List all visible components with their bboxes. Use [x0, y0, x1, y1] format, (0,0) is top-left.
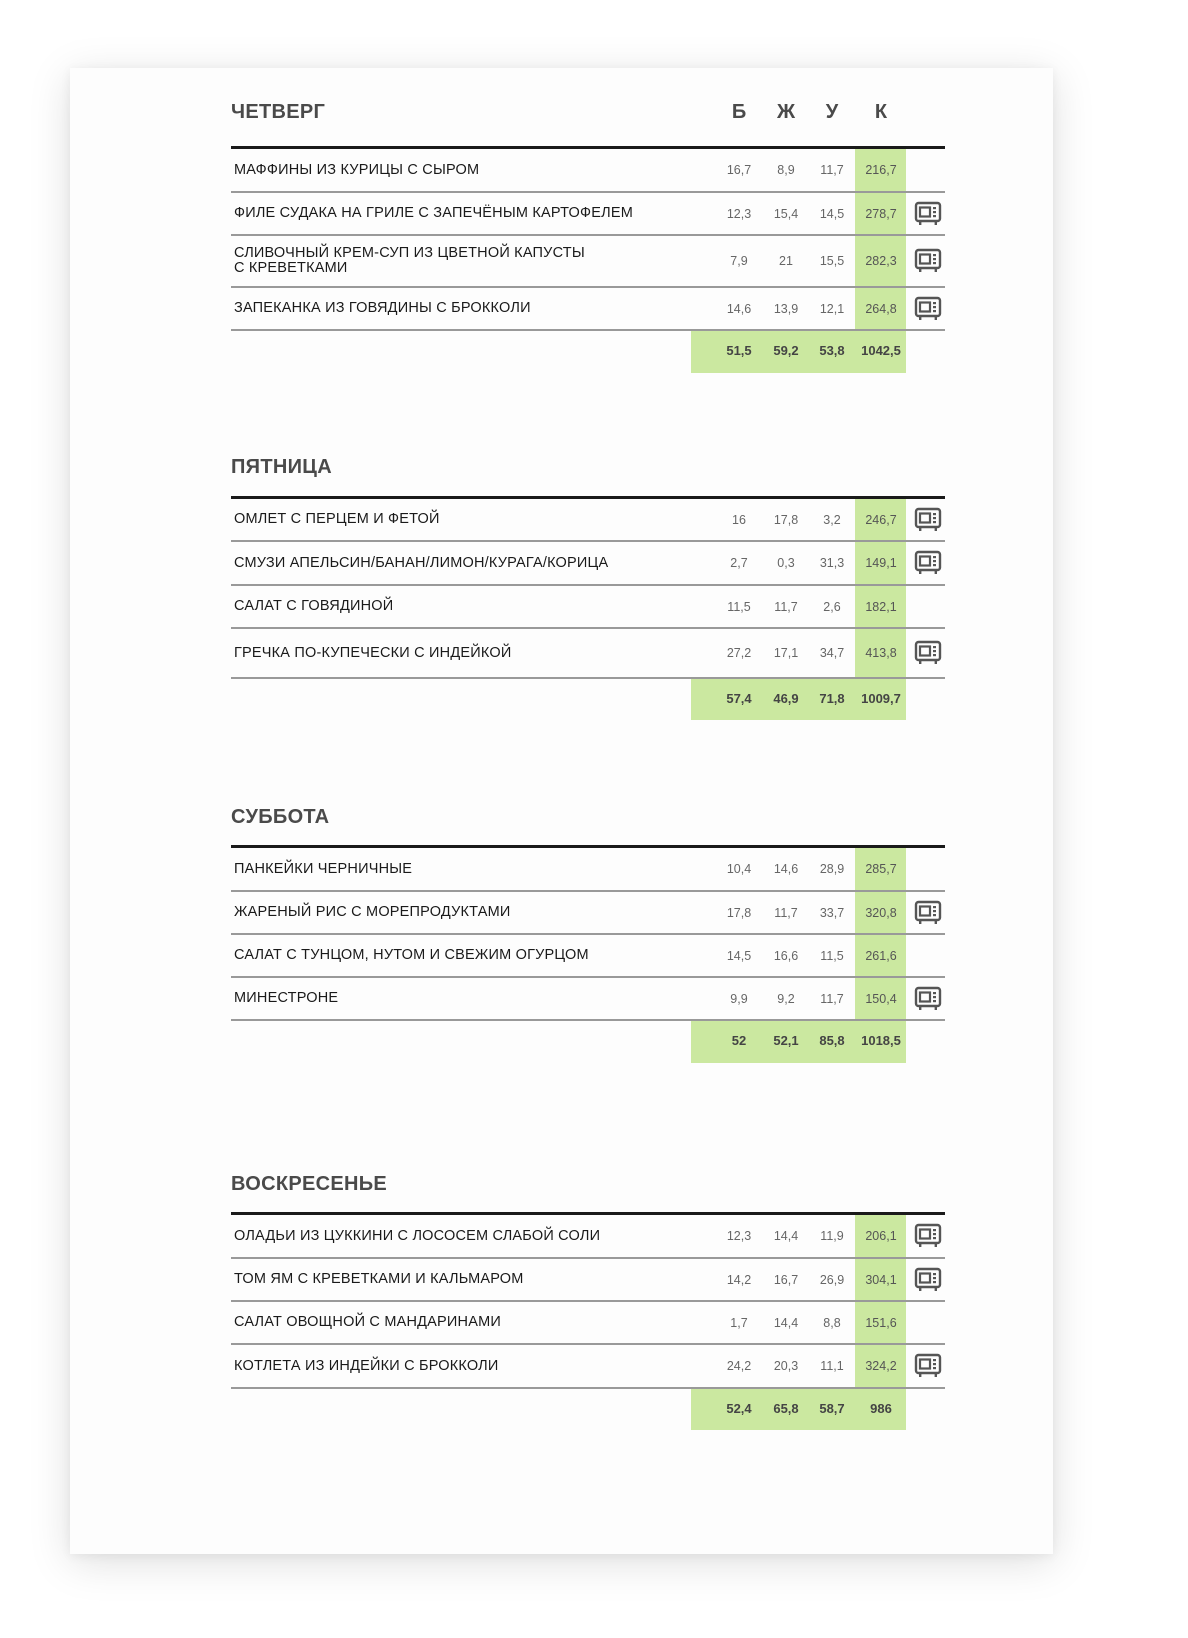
value-kcal: 285,7	[865, 862, 897, 876]
value-protein: 12,3	[726, 206, 752, 221]
value-fat: 15,4	[773, 206, 799, 221]
value-carbs: 11,7	[820, 991, 844, 1006]
dish-name: ГРЕЧКА ПО-КУПЕЧЕСКИ С ИНДЕЙКОЙ	[234, 644, 512, 661]
value-fat: 14,6	[773, 862, 799, 876]
total-protein: 52,4	[726, 1401, 752, 1416]
table-row	[231, 1345, 945, 1389]
day-section	[231, 805, 945, 1063]
dish-name: КОТЛЕТА ИЗ ИНДЕЙКИ С БРОККОЛИ	[234, 1357, 499, 1374]
value-carbs: 33,7	[819, 905, 845, 920]
total-carbs: 85,8	[819, 1033, 845, 1048]
value-protein: 12,3	[726, 1229, 752, 1243]
value-protein: 17,8	[726, 905, 752, 920]
table-row	[231, 978, 945, 1021]
table-row	[231, 629, 945, 679]
dish-name: СМУЗИ АПЕЛЬСИН/БАНАН/ЛИМОН/КУРАГА/КОРИЦА	[234, 554, 609, 571]
value-kcal: 151,6	[865, 1315, 897, 1330]
total-fat: 65,8	[773, 1401, 799, 1416]
value-fat: 21	[779, 254, 793, 268]
table-row	[231, 499, 945, 542]
dish-name: ТОМ ЯМ С КРЕВЕТКАМИ И КАЛЬМАРОМ	[234, 1271, 524, 1287]
table-row	[231, 586, 945, 629]
total-kcal: 1009,7	[861, 691, 901, 706]
value-fat: 14,4	[773, 1315, 799, 1330]
day-section	[231, 100, 945, 373]
dish-name: САЛАТ С ТУНЦОМ, НУТОМ И СВЕЖИМ ОГУРЦОМ	[234, 947, 589, 963]
value-carbs: 12,1	[819, 301, 845, 316]
table-row	[231, 149, 945, 193]
total-carbs: 71,8	[819, 691, 845, 706]
value-kcal: 149,1	[865, 556, 897, 570]
total-fat: 52,1	[773, 1033, 799, 1048]
total-carbs: 58,7	[819, 1401, 845, 1416]
value-fat: 16,6	[773, 948, 799, 963]
microwave-icon	[914, 986, 942, 1012]
total-kcal: 1018,5	[861, 1033, 901, 1048]
value-carbs: 8,8	[823, 1315, 841, 1330]
dish-name: ФИЛЕ СУДАКА НА ГРИЛЕ С ЗАПЕЧЁНЫМ КАРТОФЕЛЕМ	[234, 205, 633, 221]
column-header-kcal: К	[874, 101, 888, 123]
value-kcal: 304,1	[865, 1272, 897, 1287]
value-protein: 9,9	[730, 991, 748, 1006]
value-carbs: 15,5	[819, 254, 845, 268]
microwave-icon	[914, 900, 942, 926]
table-row	[231, 288, 945, 331]
dish-name: ЖАРЕНЫЙ РИС С МОРЕПРОДУКТАМИ	[234, 904, 511, 920]
value-fat: 9,2	[777, 991, 795, 1006]
dish-name: СЛИВОЧНЫЙ КРЕМ-СУП ИЗ ЦВЕТНОЙ КАПУСТЫ С КРЕВЕТКАМИ	[234, 245, 585, 276]
value-kcal: 150,4	[865, 991, 897, 1006]
value-carbs: 14,5	[819, 206, 845, 221]
microwave-icon	[914, 201, 942, 227]
total-carbs: 53,8	[819, 343, 845, 358]
table-row	[231, 1302, 945, 1345]
value-kcal: 206,1	[865, 1229, 897, 1243]
dish-name: МАФФИНЫ ИЗ КУРИЦЫ С СЫРОМ	[234, 161, 480, 178]
value-protein: 14,6	[726, 301, 752, 316]
value-kcal: 216,7	[865, 163, 897, 177]
value-kcal: 264,8	[865, 301, 897, 316]
total-fat: 59,2	[773, 343, 799, 358]
value-kcal: 182,1	[865, 599, 897, 614]
dish-name: ОМЛЕТ С ПЕРЦЕМ И ФЕТОЙ	[234, 511, 440, 527]
total-protein: 57,4	[726, 691, 752, 706]
day-title: ВОСКРЕСЕНЬЕ	[231, 1173, 388, 1195]
value-carbs: 34,7	[819, 646, 845, 660]
value-protein: 14,2	[726, 1272, 752, 1287]
dish-name: САЛАТ С ГОВЯДИНОЙ	[234, 598, 394, 614]
value-carbs: 31,3	[819, 556, 845, 570]
table-row	[231, 193, 945, 236]
value-kcal: 413,8	[865, 646, 897, 660]
value-protein: 2,7	[730, 556, 748, 570]
dish-name: САЛАТ ОВОЩНОЙ С МАНДАРИНАМИ	[234, 1314, 501, 1330]
value-kcal: 320,8	[865, 905, 897, 920]
value-protein: 7,9	[730, 254, 748, 268]
value-kcal: 282,3	[865, 254, 897, 268]
value-fat: 0,3	[777, 556, 795, 570]
value-protein: 10,4	[726, 862, 752, 876]
value-fat: 11,7	[774, 905, 798, 920]
total-kcal: 1042,5	[861, 343, 901, 358]
table-row	[231, 1259, 945, 1302]
value-protein: 11,5	[727, 599, 751, 614]
column-header-protein: Б	[731, 101, 747, 123]
value-fat: 17,1	[773, 646, 799, 660]
value-fat: 17,8	[773, 512, 799, 527]
value-fat: 13,9	[773, 301, 799, 316]
total-protein: 52	[731, 1033, 747, 1048]
value-protein: 1,7	[730, 1315, 748, 1330]
value-kcal: 324,2	[865, 1359, 897, 1373]
dish-name: ЗАПЕКАНКА ИЗ ГОВЯДИНЫ С БРОККОЛИ	[234, 300, 531, 316]
value-fat: 20,3	[773, 1359, 799, 1373]
table-row	[231, 1215, 945, 1259]
microwave-icon	[914, 248, 942, 274]
value-protein: 16,7	[726, 163, 752, 177]
dish-name: ПАНКЕЙКИ ЧЕРНИЧНЫЕ	[234, 860, 413, 877]
value-protein: 24,2	[726, 1359, 752, 1373]
value-carbs: 28,9	[819, 862, 845, 876]
microwave-icon	[914, 1223, 942, 1249]
value-fat: 11,7	[774, 599, 798, 614]
value-carbs: 11,9	[820, 1229, 844, 1243]
microwave-icon	[914, 1267, 942, 1293]
value-fat: 14,4	[773, 1229, 799, 1243]
day-section	[231, 455, 945, 720]
value-protein: 16	[732, 512, 746, 527]
column-header-fat: Ж	[776, 101, 796, 123]
column-header-carbs: У	[825, 101, 839, 123]
table-row	[231, 236, 945, 288]
dish-name: ОЛАДЬИ ИЗ ЦУККИНИ С ЛОСОСЕМ СЛАБОЙ СОЛИ	[234, 1227, 601, 1244]
value-carbs: 11,5	[820, 948, 844, 963]
total-kcal: 986	[870, 1401, 892, 1416]
value-carbs: 11,1	[820, 1359, 844, 1373]
microwave-icon	[914, 550, 942, 576]
value-kcal: 278,7	[865, 206, 897, 221]
table-row	[231, 542, 945, 586]
value-carbs: 3,2	[823, 512, 841, 527]
value-fat: 8,9	[777, 163, 795, 177]
microwave-icon	[914, 640, 942, 666]
value-carbs: 2,6	[823, 599, 841, 614]
value-carbs: 26,9	[819, 1272, 845, 1287]
day-title: СУББОТА	[231, 806, 330, 828]
value-carbs: 11,7	[820, 163, 844, 177]
value-kcal: 246,7	[865, 512, 897, 527]
microwave-icon	[914, 296, 942, 322]
day-section	[231, 1172, 945, 1430]
value-fat: 16,7	[773, 1272, 799, 1287]
table-row	[231, 935, 945, 978]
value-protein: 14,5	[726, 948, 752, 963]
table-row	[231, 848, 945, 892]
day-title: ПЯТНИЦА	[231, 456, 332, 478]
value-protein: 27,2	[726, 646, 752, 660]
microwave-icon	[914, 507, 942, 533]
microwave-icon	[914, 1353, 942, 1379]
value-kcal: 261,6	[865, 948, 897, 963]
day-title: ЧЕТВЕРГ	[231, 101, 326, 123]
dish-name: МИНЕСТРОНЕ	[234, 990, 339, 1006]
total-fat: 46,9	[773, 691, 799, 706]
total-protein: 51,5	[726, 343, 752, 358]
table-row	[231, 892, 945, 935]
